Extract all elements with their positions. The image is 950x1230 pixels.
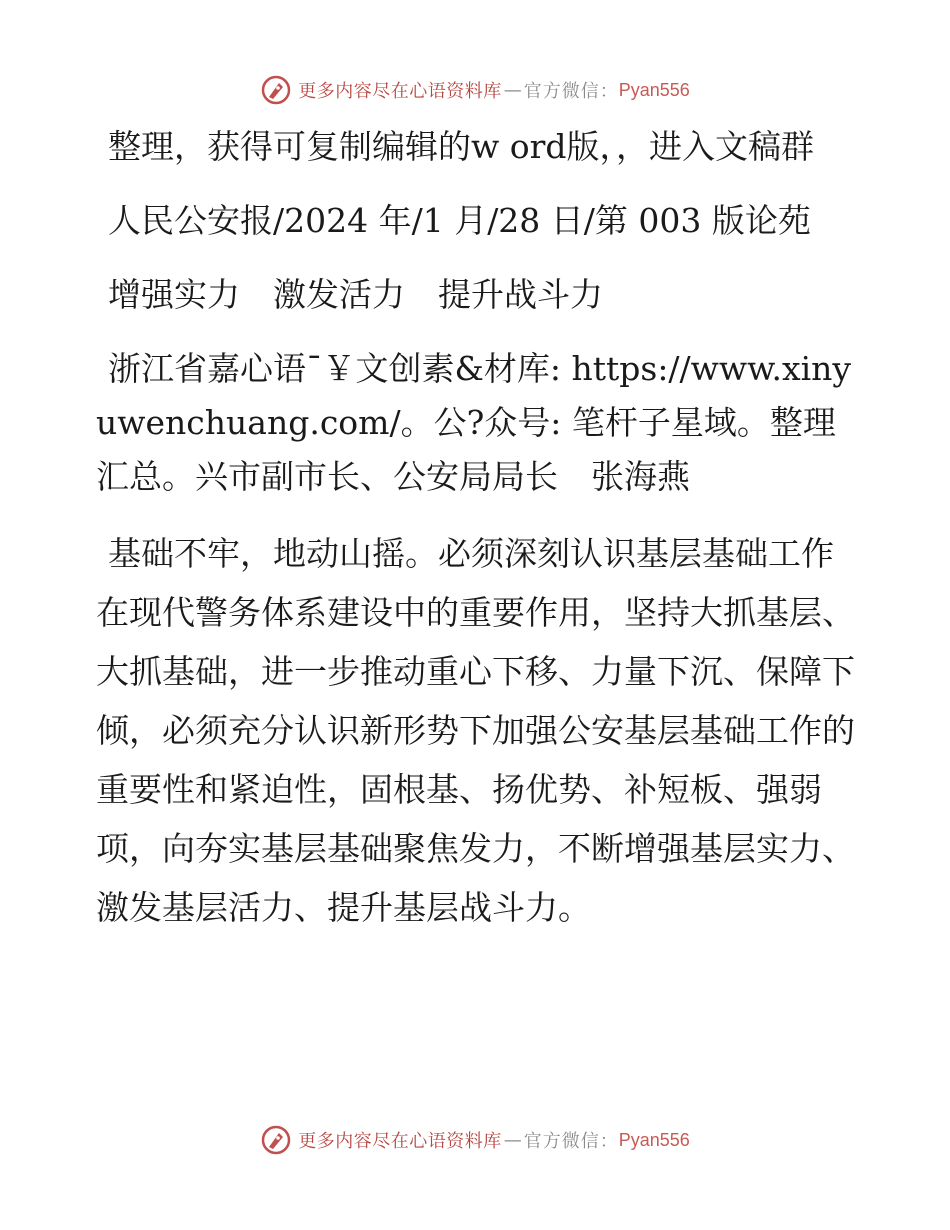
document-body <box>96 120 856 937</box>
banner-handle: Pyan556 <box>618 1129 690 1150</box>
pen-nib-logo-icon <box>260 74 292 106</box>
banner-dash: — <box>503 1129 522 1151</box>
banner-dash: — <box>503 79 522 101</box>
intro-paragraph: 整理，获得可复制编辑的w ord版，，进入文稿群 <box>108 127 815 166</box>
body-paragraph: 基础不牢，地动山摇。必须深刻认识基层基础工作在现代警务体系建设中的重要作用，坚持大抓基层、大抓基础，进一步推动重心下移、力量下沉、保障下倾，必须充分认识新形势下加强公安基层基础工作的重要性和紧迫性，固根基、扬优势、补短板、强弱项，向夯实基层基础聚焦发力，不断增强基层实力、激发基层活力、提升基层战斗力。 <box>96 534 855 927</box>
footer-banner <box>0 1120 950 1160</box>
banner-wechat-label: 官方微信： <box>523 1131 619 1152</box>
banner-brand: 更多内容尽在心语资料库 <box>298 1131 502 1152</box>
header-banner <box>0 70 950 110</box>
banner-brand: 更多内容尽在心语资料库 <box>298 81 502 102</box>
author-paragraph: 浙江省嘉心语¯￥文创素&材库: https://www.xinyuwenchuang.com/。公?众号: 笔杆子星域。整理汇总。兴市副市长、公安局局长 张海燕 <box>96 349 852 496</box>
pen-nib-logo-icon <box>260 1124 292 1156</box>
banner-handle: Pyan556 <box>618 79 690 100</box>
banner-wechat-label: 官方微信： <box>523 81 619 102</box>
article-title: 增强实力 激发活力 提升战斗力 <box>108 275 603 314</box>
source-line: 人民公安报/2024 年/1 月/28 日/第 003 版论苑 <box>108 201 811 240</box>
